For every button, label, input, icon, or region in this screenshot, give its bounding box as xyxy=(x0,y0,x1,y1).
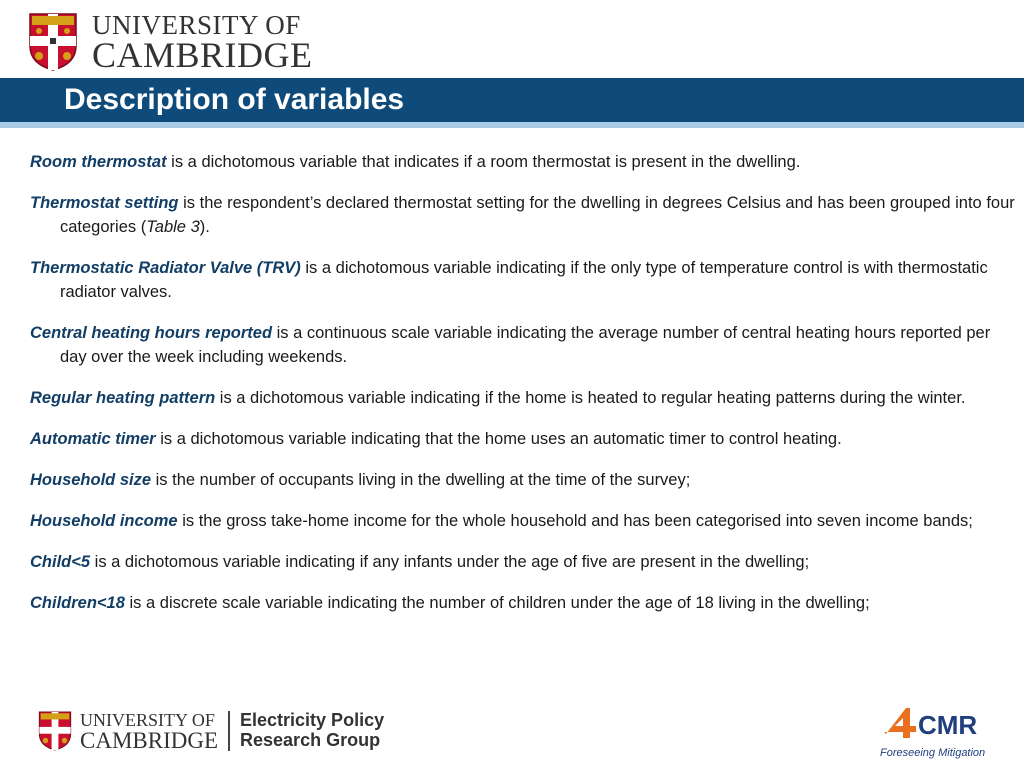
footer-university-logo xyxy=(38,710,384,752)
definition-term: Thermostatic Radiator Valve (TRV) xyxy=(30,259,301,277)
footer-divider xyxy=(228,711,230,751)
page-title: Description of variables xyxy=(64,83,405,116)
partner-tagline: Foreseeing Mitigation xyxy=(880,747,986,759)
definition-text-end: ). xyxy=(199,218,210,236)
definition-term: Regular heating pattern xyxy=(30,389,216,407)
definition-term: Thermostat setting xyxy=(30,194,179,212)
definition-text: is a discrete scale variable indicating the number of children under the age of 18 living in the dwelling; xyxy=(124,594,870,612)
definition-text: is a dichotomous variable indicating if the only type of temperature control is with thermostatic radiator valves. xyxy=(60,259,988,301)
footer-group-line2: Research Group xyxy=(240,730,381,750)
title-stripe xyxy=(0,122,1024,128)
definition-trv xyxy=(30,256,1015,304)
definition-term: Central heating hours reported xyxy=(30,324,273,342)
definition-central-heating-hours xyxy=(30,321,1015,369)
university-crest-icon xyxy=(28,12,78,72)
definition-regular-heating-pattern xyxy=(30,386,1015,410)
definition-term: Household size xyxy=(30,471,152,489)
table-reference: Table 3 xyxy=(146,218,200,236)
definition-text: is a dichotomous variable that indicates if a room thermostat is present in the dwelling. xyxy=(166,153,801,171)
definition-household-income xyxy=(30,509,1015,533)
definition-text: is a dichotomous variable indicating if any infants under the age of five are present in the dwelling; xyxy=(90,553,810,571)
definition-term: Child<5 xyxy=(30,553,91,571)
definition-term: Household income xyxy=(30,512,178,530)
university-name-line2: CAMBRIDGE xyxy=(92,34,313,75)
svg-text:CMR: CMR xyxy=(918,710,978,740)
definition-term: Room thermostat xyxy=(30,153,167,171)
definition-children-under-18 xyxy=(30,591,1015,615)
definition-text: is a dichotomous variable indicating that the home uses an automatic timer to control heating. xyxy=(155,430,842,448)
partner-logo xyxy=(880,704,1002,759)
definition-household-size xyxy=(30,468,1015,492)
footer-group-line1: Electricity Policy xyxy=(240,710,385,731)
definition-text: is a dichotomous variable indicating if the home is heated to regular heating patterns during the winter. xyxy=(215,389,966,407)
definition-text: is the respondent’s declared thermostat setting for the dwelling in degrees Celsius and has been grouped into four categories ( xyxy=(60,194,1015,236)
university-name-line1: UNIVERSITY OF xyxy=(92,9,301,40)
definition-automatic-timer xyxy=(30,427,1015,451)
definition-thermostat-setting xyxy=(30,191,1015,239)
4cmr-logo-icon xyxy=(880,704,1000,740)
definition-text: is a continuous scale variable indicating the average number of central heating hours reported per day over the week including weekends. xyxy=(60,324,991,366)
footer-university-line2: CAMBRIDGE xyxy=(80,727,219,753)
definition-child-under-5 xyxy=(30,550,1015,574)
definition-term: Automatic timer xyxy=(30,430,156,448)
definitions-list xyxy=(30,150,1015,632)
university-logo xyxy=(28,10,313,74)
university-crest-icon xyxy=(38,710,72,752)
title-bar xyxy=(0,78,1024,128)
footer-university-line1: UNIVERSITY OF xyxy=(80,709,215,730)
definition-room-thermostat xyxy=(30,150,1015,174)
definition-text: is the number of occupants living in the dwelling at the time of the survey; xyxy=(151,471,691,489)
definition-term: Children<18 xyxy=(30,594,125,612)
definition-text: is the gross take-home income for the whole household and has been categorised into seven income bands; xyxy=(177,512,973,530)
